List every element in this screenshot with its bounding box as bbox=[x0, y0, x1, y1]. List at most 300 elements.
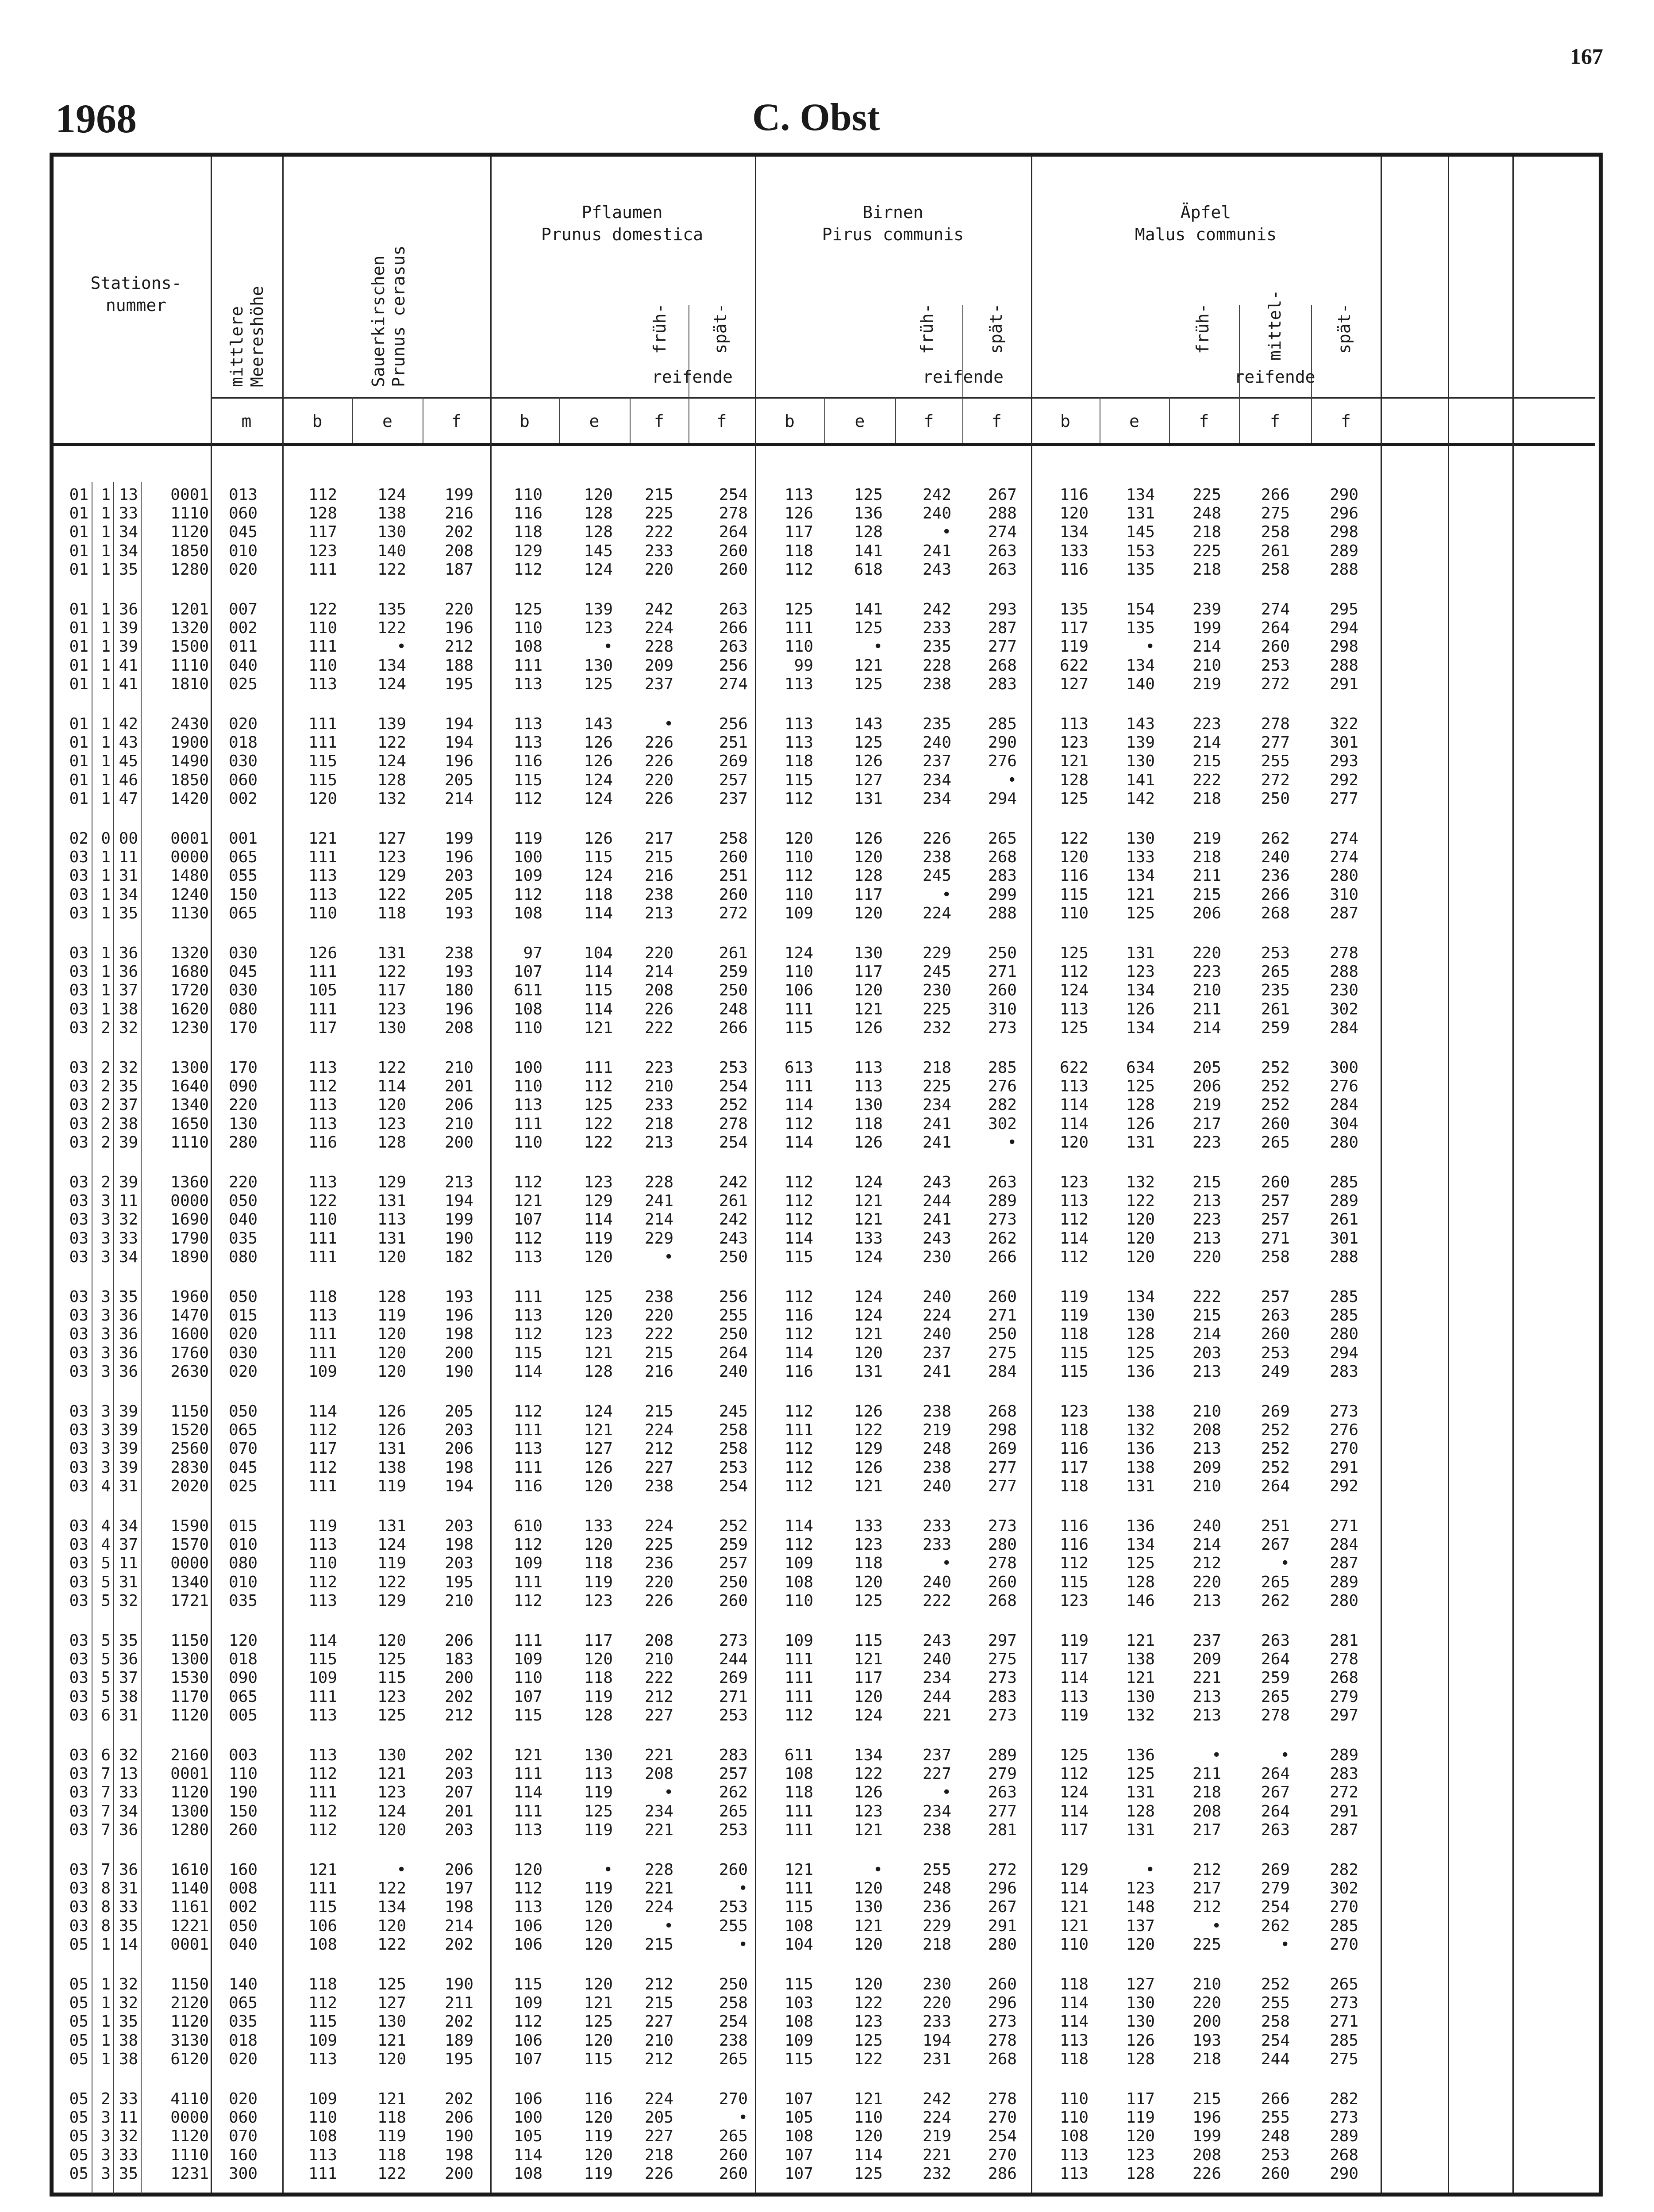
table-cell: 297 bbox=[1329, 1706, 1358, 1724]
table-cell: 220 bbox=[644, 771, 673, 789]
table-cell: 111 bbox=[308, 1000, 337, 1018]
table-cell: 270 bbox=[719, 2090, 748, 2108]
table-cell: 111 bbox=[308, 1229, 337, 1248]
table-cell: 203 bbox=[444, 1554, 473, 1573]
table-cell: 226 bbox=[644, 2164, 673, 2183]
table-cell: 2 bbox=[101, 1077, 111, 1096]
table-cell: 263 bbox=[1261, 1632, 1290, 1650]
table-cell: 114 bbox=[854, 2146, 883, 2164]
table-cell: 050 bbox=[228, 1288, 258, 1306]
table-cell: 268 bbox=[1329, 2146, 1358, 2164]
table-cell: 3 bbox=[101, 1421, 111, 1440]
table-cell: 294 bbox=[1329, 1344, 1358, 1362]
table-cell: 117 bbox=[784, 523, 813, 541]
table-cell: 113 bbox=[784, 486, 813, 504]
table-cell: 123 bbox=[584, 1325, 613, 1344]
table-cell: 215 bbox=[644, 1994, 673, 2012]
table-cell: 282 bbox=[988, 1096, 1017, 1114]
table-cell: 4 bbox=[101, 1517, 111, 1535]
table-cell: 233 bbox=[922, 2012, 951, 2031]
table-cell: 1480 bbox=[170, 867, 209, 885]
table-cell: 226 bbox=[644, 752, 673, 771]
table-cell: 123 bbox=[1126, 2146, 1155, 2164]
table-cell: 282 bbox=[1329, 2090, 1358, 2108]
table-cell: 1110 bbox=[170, 656, 209, 675]
table-cell: 284 bbox=[1329, 1018, 1358, 1037]
table-cell: 128 bbox=[854, 867, 883, 885]
table-cell: 122 bbox=[377, 1935, 406, 1954]
table-cell: 05 bbox=[69, 1935, 88, 1954]
table-cell: 120 bbox=[584, 486, 613, 504]
table-cell: 260 bbox=[719, 541, 748, 560]
table-cell: 218 bbox=[644, 2146, 673, 2164]
table-cell: 122 bbox=[584, 1114, 613, 1133]
table-cell: 209 bbox=[1192, 1650, 1221, 1669]
table-cell: 116 bbox=[513, 1477, 542, 1495]
unit-label: f bbox=[654, 411, 664, 431]
table-cell: 121 bbox=[854, 1000, 883, 1018]
table-cell: 122 bbox=[854, 2050, 883, 2068]
table-cell: 264 bbox=[1261, 1765, 1290, 1783]
table-cell: 115 bbox=[584, 2050, 613, 2068]
table-cell: 1170 bbox=[170, 1687, 209, 1706]
table-cell: 124 bbox=[584, 771, 613, 789]
table-cell: 214 bbox=[1192, 1018, 1221, 1037]
table-cell: 1 bbox=[101, 600, 111, 618]
table-cell: 290 bbox=[988, 733, 1017, 752]
table-cell: 262 bbox=[1261, 1591, 1290, 1610]
table-cell: 208 bbox=[644, 1632, 673, 1650]
table-cell: 1 bbox=[101, 848, 111, 867]
table-cell: 276 bbox=[988, 1077, 1017, 1096]
table-cell: 148 bbox=[1126, 1898, 1155, 1916]
table-cell: 118 bbox=[1059, 1421, 1089, 1440]
table-cell: 110 bbox=[513, 486, 542, 504]
table-cell: 224 bbox=[644, 1517, 673, 1535]
table-cell: 126 bbox=[854, 1402, 883, 1421]
table-cell: 124 bbox=[584, 560, 613, 579]
table-cell: 271 bbox=[988, 1306, 1017, 1325]
table-cell: 190 bbox=[444, 1229, 473, 1248]
table-cell: 221 bbox=[922, 2146, 951, 2164]
table-cell: 4110 bbox=[170, 2090, 209, 2108]
table-cell: 32 bbox=[119, 1746, 138, 1764]
table-cell: 274 bbox=[988, 523, 1017, 541]
table-cell: 34 bbox=[119, 1248, 138, 1266]
table-cell: 112 bbox=[784, 789, 813, 808]
table-cell: 263 bbox=[719, 600, 748, 618]
table-cell: 103 bbox=[784, 1994, 813, 2012]
table-cell: 134 bbox=[1126, 867, 1155, 885]
table-cell: 263 bbox=[988, 541, 1017, 560]
table-cell: 114 bbox=[784, 1096, 813, 1114]
table-cell: 112 bbox=[513, 2012, 542, 2031]
table-cell: • bbox=[396, 637, 406, 656]
table-cell: 125 bbox=[1126, 1344, 1155, 1362]
table-cell: 243 bbox=[719, 1229, 748, 1248]
table-cell: 128 bbox=[584, 504, 613, 523]
table-cell: 115 bbox=[784, 771, 813, 789]
table-cell: 119 bbox=[377, 1554, 406, 1573]
table-cell: 302 bbox=[1329, 1000, 1358, 1018]
table-cell: 120 bbox=[1126, 2127, 1155, 2146]
table-cell: 278 bbox=[719, 1114, 748, 1133]
table-cell: 111 bbox=[308, 1325, 337, 1344]
table-cell: 198 bbox=[444, 1536, 473, 1554]
table-cell: 221 bbox=[1192, 1669, 1221, 1687]
table-cell: 135 bbox=[1059, 600, 1089, 618]
table-cell: 39 bbox=[119, 1402, 138, 1421]
table-cell: 227 bbox=[644, 1458, 673, 1477]
table-cell: 120 bbox=[854, 1975, 883, 1993]
table-cell: 205 bbox=[644, 2108, 673, 2127]
table-cell: 117 bbox=[1059, 1650, 1089, 1669]
table-cell: 1810 bbox=[170, 675, 209, 693]
table-cell: 212 bbox=[644, 1975, 673, 1993]
table-cell: 264 bbox=[1261, 619, 1290, 637]
table-cell: 203 bbox=[1192, 1344, 1221, 1362]
table-cell: 107 bbox=[513, 963, 542, 981]
table-cell: 268 bbox=[988, 656, 1017, 675]
table-cell: 0000 bbox=[170, 1554, 209, 1573]
table-cell: 196 bbox=[444, 1306, 473, 1325]
table-cell: 254 bbox=[719, 1077, 748, 1096]
table-cell: 119 bbox=[1059, 1306, 1089, 1325]
table-cell: 266 bbox=[1261, 2090, 1290, 2108]
table-cell: 003 bbox=[228, 1746, 258, 1764]
table-cell: 248 bbox=[719, 1000, 748, 1018]
table-cell: 236 bbox=[922, 1898, 951, 1916]
table-cell: 213 bbox=[1192, 1591, 1221, 1610]
table-cell: 117 bbox=[308, 1440, 337, 1458]
table-cell: 275 bbox=[988, 1344, 1017, 1362]
table-cell: 133 bbox=[854, 1517, 883, 1535]
table-cell: 188 bbox=[444, 656, 473, 675]
table-cell: 220 bbox=[644, 944, 673, 962]
table-cell: 208 bbox=[1192, 1421, 1221, 1440]
table-cell: 8 bbox=[101, 1879, 111, 1898]
table-cell: 132 bbox=[1126, 1421, 1155, 1440]
station-sub-divider bbox=[141, 482, 142, 2194]
table-cell: 1360 bbox=[170, 1173, 209, 1191]
table-cell: 3 bbox=[101, 1210, 111, 1229]
table-cell: 116 bbox=[1059, 560, 1089, 579]
table-cell: 236 bbox=[1261, 867, 1290, 885]
table-cell: 220 bbox=[228, 1173, 258, 1191]
table-cell: 225 bbox=[922, 1077, 951, 1096]
table-cell: 285 bbox=[988, 715, 1017, 733]
table-cell: 112 bbox=[784, 1440, 813, 1458]
table-cell: 03 bbox=[69, 1861, 88, 1879]
table-cell: 228 bbox=[644, 637, 673, 656]
table-cell: 150 bbox=[228, 1802, 258, 1820]
table-cell: 130 bbox=[1126, 2012, 1155, 2031]
table-cell: 261 bbox=[719, 944, 748, 962]
table-cell: 212 bbox=[1192, 1898, 1221, 1916]
table-cell: 05 bbox=[69, 2164, 88, 2183]
table-cell: 114 bbox=[584, 1210, 613, 1229]
table-cell: 03 bbox=[69, 1440, 88, 1458]
table-cell: 0000 bbox=[170, 2108, 209, 2127]
table-cell: 125 bbox=[584, 1288, 613, 1306]
table-cell: 1680 bbox=[170, 963, 209, 981]
table-cell: 139 bbox=[377, 715, 406, 733]
unit-label: b bbox=[1060, 411, 1070, 431]
table-cell: 208 bbox=[644, 1765, 673, 1783]
table-cell: 112 bbox=[784, 867, 813, 885]
table-cell: 1500 bbox=[170, 637, 209, 656]
table-cell: 120 bbox=[854, 1935, 883, 1954]
table-cell: 130 bbox=[854, 1898, 883, 1916]
table-cell: • bbox=[664, 1248, 673, 1266]
table-cell: 03 bbox=[69, 1632, 88, 1650]
table-cell: 120 bbox=[584, 1536, 613, 1554]
table-cell: 112 bbox=[584, 1077, 613, 1096]
table-cell: 1570 bbox=[170, 1536, 209, 1554]
table-cell: 2 bbox=[101, 1133, 111, 1152]
table-cell: 302 bbox=[1329, 1879, 1358, 1898]
table-cell: 206 bbox=[444, 2108, 473, 2127]
table-cell: 193 bbox=[444, 904, 473, 922]
table-cell: 250 bbox=[719, 1248, 748, 1266]
table-cell: 198 bbox=[444, 1898, 473, 1916]
table-cell: 218 bbox=[644, 1114, 673, 1133]
table-cell: 018 bbox=[228, 733, 258, 752]
table-cell: 223 bbox=[1192, 1210, 1221, 1229]
table-cell: 221 bbox=[644, 1746, 673, 1764]
table-cell: 292 bbox=[1329, 1477, 1358, 1495]
table-cell: 252 bbox=[1261, 1458, 1290, 1477]
table-cell: 3 bbox=[101, 1362, 111, 1381]
table-cell: 119 bbox=[377, 1306, 406, 1325]
table-cell: 205 bbox=[1192, 1059, 1221, 1077]
table-cell: 100 bbox=[513, 848, 542, 867]
table-cell: 610 bbox=[513, 1517, 542, 1535]
pear-header: Birnen Pirus communis bbox=[822, 203, 964, 244]
table-cell: 280 bbox=[988, 1536, 1017, 1554]
table-cell: 03 bbox=[69, 1210, 88, 1229]
table-cell: 3 bbox=[101, 2108, 111, 2127]
table-cell: 113 bbox=[308, 867, 337, 885]
table-cell: 1470 bbox=[170, 1306, 209, 1325]
table-cell: 128 bbox=[1126, 1325, 1155, 1344]
table-cell: 113 bbox=[1059, 715, 1089, 733]
table-cell: 109 bbox=[513, 1994, 542, 2012]
table-cell: 256 bbox=[719, 1288, 748, 1306]
table-cell: 03 bbox=[69, 1288, 88, 1306]
table-cell: 065 bbox=[228, 1421, 258, 1440]
table-cell: 240 bbox=[922, 1288, 951, 1306]
table-cell: 221 bbox=[644, 1879, 673, 1898]
table-cell: 108 bbox=[513, 637, 542, 656]
table-cell: 3 bbox=[101, 1306, 111, 1325]
table-cell: 120 bbox=[854, 1344, 883, 1362]
table-cell: 32 bbox=[119, 1018, 138, 1037]
table-cell: 232 bbox=[922, 1018, 951, 1037]
table-cell: 260 bbox=[719, 1861, 748, 1879]
table-cell: 114 bbox=[308, 1632, 337, 1650]
table-cell: 01 bbox=[69, 504, 88, 523]
table-cell: 215 bbox=[1192, 2090, 1221, 2108]
table-cell: 289 bbox=[988, 1746, 1017, 1764]
table-cell: 227 bbox=[644, 2012, 673, 2031]
table-cell: 5 bbox=[101, 1650, 111, 1669]
table-cell: 285 bbox=[1329, 2031, 1358, 2050]
table-cell: 117 bbox=[1059, 1458, 1089, 1477]
table-cell: 114 bbox=[1059, 1879, 1089, 1898]
table-cell: 115 bbox=[1059, 885, 1089, 904]
table-cell: 123 bbox=[377, 1687, 406, 1706]
table-cell: 03 bbox=[69, 1000, 88, 1018]
table-cell: 118 bbox=[1059, 1477, 1089, 1495]
table-cell: 03 bbox=[69, 1344, 88, 1362]
table-cell: 111 bbox=[513, 1573, 542, 1591]
table-cell: 291 bbox=[1329, 1458, 1358, 1477]
table-cell: 278 bbox=[719, 504, 748, 523]
table-cell: 115 bbox=[784, 1898, 813, 1916]
table-cell: 131 bbox=[1126, 1820, 1155, 1839]
table-cell: 01 bbox=[69, 752, 88, 771]
table-cell: 127 bbox=[584, 1440, 613, 1458]
table-cell: 109 bbox=[513, 1554, 542, 1573]
plum-header: Pflaumen Prunus domestica bbox=[541, 203, 704, 244]
table-cell: 120 bbox=[1059, 504, 1089, 523]
table-cell: 131 bbox=[1126, 1133, 1155, 1152]
table-cell: 03 bbox=[69, 848, 88, 867]
table-cell: 139 bbox=[1126, 733, 1155, 752]
table-cell: 225 bbox=[644, 1536, 673, 1554]
table-cell: 210 bbox=[444, 1059, 473, 1077]
table-cell: 125 bbox=[854, 619, 883, 637]
table-cell: 218 bbox=[1192, 848, 1221, 867]
table-cell: 128 bbox=[1059, 771, 1089, 789]
table-cell: 5 bbox=[101, 1591, 111, 1610]
table-cell: 124 bbox=[377, 486, 406, 504]
table-cell: 36 bbox=[119, 1820, 138, 1839]
table-cell: 122 bbox=[308, 1192, 337, 1210]
table-cell: 182 bbox=[444, 1248, 473, 1266]
table-cell: 117 bbox=[1059, 1820, 1089, 1839]
table-cell: 180 bbox=[444, 981, 473, 1000]
table-cell: 125 bbox=[1059, 1018, 1089, 1037]
table-cell: 03 bbox=[69, 1229, 88, 1248]
table-cell: 252 bbox=[1261, 1975, 1290, 1993]
table-cell: 215 bbox=[644, 486, 673, 504]
table-cell: 03 bbox=[69, 1669, 88, 1687]
table-cell: • bbox=[664, 1916, 673, 1935]
table-cell: 41 bbox=[119, 656, 138, 675]
table-cell: 618 bbox=[854, 560, 883, 579]
table-cell: 265 bbox=[719, 2050, 748, 2068]
table-cell: 115 bbox=[308, 752, 337, 771]
table-cell: 211 bbox=[444, 1994, 473, 2012]
table-cell: 36 bbox=[119, 1861, 138, 1879]
table-cell: 126 bbox=[1126, 1114, 1155, 1133]
table-cell: 01 bbox=[69, 675, 88, 693]
table-cell: 296 bbox=[988, 1994, 1017, 2012]
table-cell: 03 bbox=[69, 1114, 88, 1133]
table-cell: 143 bbox=[854, 715, 883, 733]
table-cell: 128 bbox=[584, 1706, 613, 1724]
table-cell: 0001 bbox=[170, 830, 209, 848]
table-cell: 111 bbox=[308, 963, 337, 981]
table-cell: 123 bbox=[584, 1591, 613, 1610]
table-cell: 260 bbox=[719, 2164, 748, 2183]
table-cell: 035 bbox=[228, 1229, 258, 1248]
table-cell: 195 bbox=[444, 2050, 473, 2068]
table-cell: 213 bbox=[1192, 1440, 1221, 1458]
table-cell: 123 bbox=[377, 1114, 406, 1133]
table-cell: 123 bbox=[308, 541, 337, 560]
table-cell: 128 bbox=[377, 771, 406, 789]
table-cell: 113 bbox=[308, 1536, 337, 1554]
table-cell: 05 bbox=[69, 2012, 88, 2031]
table-cell: 03 bbox=[69, 1059, 88, 1077]
table-cell: 3130 bbox=[170, 2031, 209, 2050]
table-cell: 111 bbox=[513, 1288, 542, 1306]
table-cell: 33 bbox=[119, 1783, 138, 1802]
table-cell: 115 bbox=[584, 981, 613, 1000]
table-cell: 123 bbox=[584, 1173, 613, 1191]
table-cell: 125 bbox=[1059, 944, 1089, 962]
table-cell: 211 bbox=[1192, 1000, 1221, 1018]
table-cell: 111 bbox=[784, 1000, 813, 1018]
table-cell: 622 bbox=[1059, 656, 1089, 675]
table-cell: 1850 bbox=[170, 541, 209, 560]
table-cell: 253 bbox=[719, 1059, 748, 1077]
table-cell: 208 bbox=[444, 1018, 473, 1037]
table-cell: 1610 bbox=[170, 1861, 209, 1879]
table-cell: 322 bbox=[1329, 715, 1358, 733]
table-cell: 1 bbox=[101, 1994, 111, 2012]
table-cell: 622 bbox=[1059, 1059, 1089, 1077]
table-cell: 114 bbox=[513, 2146, 542, 2164]
table-cell: 1 bbox=[101, 1935, 111, 1954]
table-cell: 115 bbox=[308, 771, 337, 789]
table-cell: • bbox=[738, 1879, 748, 1898]
table-cell: 220 bbox=[644, 1306, 673, 1325]
table-cell: 288 bbox=[1329, 963, 1358, 981]
table-cell: 215 bbox=[1192, 885, 1221, 904]
table-cell: 224 bbox=[644, 619, 673, 637]
table-cell: 1300 bbox=[170, 1059, 209, 1077]
table-cell: 112 bbox=[784, 1706, 813, 1724]
table-cell: 113 bbox=[513, 1898, 542, 1916]
table-cell: 03 bbox=[69, 944, 88, 962]
table-cell: 2 bbox=[101, 1173, 111, 1191]
header-divider bbox=[211, 397, 1595, 399]
table-cell: 125 bbox=[584, 1802, 613, 1820]
table-cell: 154 bbox=[1126, 600, 1155, 618]
table-cell: 1 bbox=[101, 904, 111, 922]
page-number: 167 bbox=[1570, 44, 1603, 69]
table-cell: 120 bbox=[584, 1975, 613, 1993]
table-cell: 115 bbox=[513, 1975, 542, 1993]
table-cell: 278 bbox=[1261, 1706, 1290, 1724]
table-cell: • bbox=[942, 1554, 951, 1573]
table-cell: 268 bbox=[988, 848, 1017, 867]
table-cell: 212 bbox=[644, 2050, 673, 2068]
unit-label: e bbox=[589, 411, 600, 431]
table-cell: 025 bbox=[228, 675, 258, 693]
table-cell: 126 bbox=[854, 1458, 883, 1477]
table-cell: 121 bbox=[584, 1018, 613, 1037]
table-cell: 268 bbox=[1261, 904, 1290, 922]
table-cell: 11 bbox=[119, 1554, 138, 1573]
table-cell: 202 bbox=[444, 2012, 473, 2031]
table-cell: 224 bbox=[644, 1898, 673, 1916]
table-cell: 113 bbox=[308, 1173, 337, 1191]
